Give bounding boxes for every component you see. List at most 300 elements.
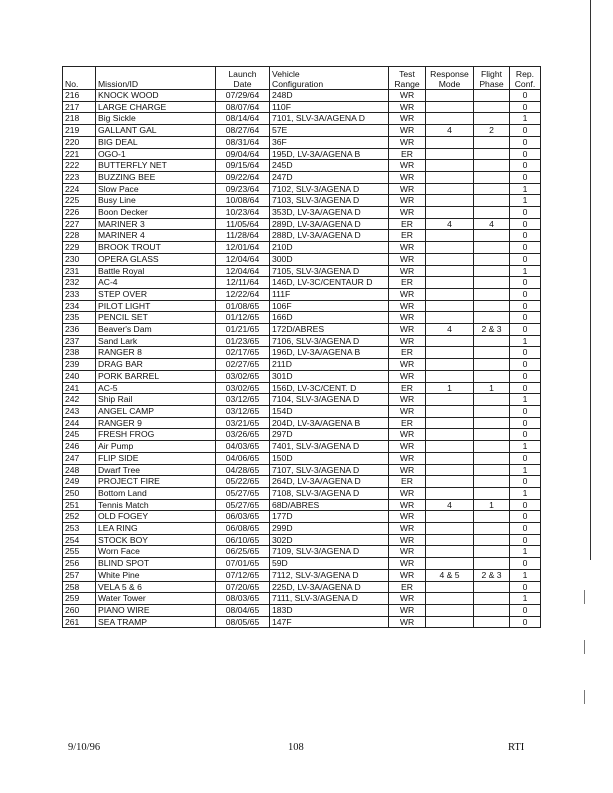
table-row [63,558,541,570]
table-row [63,511,541,523]
cell-conf: 0 [510,523,541,535]
cell-vehicle: 300D [270,253,389,265]
cell-no: 256 [63,558,96,570]
cell-mission: KNOCK WOOD [96,90,216,102]
cell-vehicle: 7108, SLV-3/AGENA D [270,487,389,499]
column-header-text: Flight [480,69,502,79]
cell-vehicle: 7101, SLV-3A/AGENA D [270,113,389,125]
cell-vehicle: 211D [270,359,389,371]
cell-no: 245 [63,429,96,441]
cell-conf: 0 [510,359,541,371]
cell-phase [474,347,510,359]
cell-vehicle: 301D [270,370,389,382]
cell-conf: 0 [510,277,541,289]
cell-no: 257 [63,569,96,581]
cell-range: WR [389,370,426,382]
cell-no: 220 [63,136,96,148]
cell-mode [426,300,474,312]
cell-mission: BUTTERFLY NET [96,160,216,172]
cell-conf: 1 [510,195,541,207]
table-row [63,160,541,172]
cell-mode [426,359,474,371]
cell-range: WR [389,604,426,616]
cell-range: WR [389,359,426,371]
cell-vehicle: 7103, SLV-3/AGENA D [270,195,389,207]
cell-vehicle: 264D, LV-3A/AGENA D [270,476,389,488]
cell-mode [426,429,474,441]
table-row [63,476,541,488]
cell-mode [426,148,474,160]
table-row [63,417,541,429]
cell-mode [426,452,474,464]
cell-date: 05/27/65 [216,487,270,499]
cell-vehicle: 297D [270,429,389,441]
cell-mode [426,265,474,277]
cell-date: 05/27/65 [216,499,270,511]
cell-vehicle: 183D [270,604,389,616]
cell-conf: 0 [510,476,541,488]
cell-range: WR [389,171,426,183]
table-row [63,370,541,382]
cell-phase [474,207,510,219]
column-header-date [216,67,270,90]
cell-conf: 1 [510,487,541,499]
column-header-text: Response [430,69,469,79]
cell-range: WR [389,125,426,137]
cell-vehicle: 196D, LV-3A/AGENA B [270,347,389,359]
cell-no: 240 [63,370,96,382]
cell-date: 01/23/65 [216,335,270,347]
cell-mode [426,230,474,242]
cell-mode [426,593,474,605]
footer-organization: RTI [508,742,525,753]
cell-no: 224 [63,183,96,195]
table-row [63,125,541,137]
cell-range: WR [389,569,426,581]
cell-conf: 0 [510,242,541,254]
cell-date: 02/27/65 [216,359,270,371]
cell-no: 235 [63,312,96,324]
cell-mission: PORK BARREL [96,370,216,382]
cell-conf: 0 [510,101,541,113]
cell-vehicle: 204D, LV-3A/AGENA B [270,417,389,429]
cell-mission: PILOT LIGHT [96,300,216,312]
cell-conf: 0 [510,452,541,464]
cell-date: 12/04/64 [216,265,270,277]
cell-conf: 0 [510,324,541,336]
cell-date: 03/12/65 [216,405,270,417]
cell-no: 230 [63,253,96,265]
cell-range: WR [389,499,426,511]
column-header-text: No. [65,79,79,89]
cell-no: 251 [63,499,96,511]
cell-range: WR [389,113,426,125]
cell-vehicle: 210D [270,242,389,254]
cell-date: 08/05/65 [216,616,270,628]
cell-phase: 1 [474,382,510,394]
cell-mission: Water Tower [96,593,216,605]
cell-phase [474,581,510,593]
table-row [63,464,541,476]
cell-date: 04/03/65 [216,441,270,453]
cell-mode [426,207,474,219]
cell-phase [474,183,510,195]
cell-phase [474,113,510,125]
column-header-text: Configuration [272,79,324,89]
table-row [63,101,541,113]
cell-date: 06/10/65 [216,534,270,546]
cell-mode [426,534,474,546]
cell-mission: OGO-1 [96,148,216,160]
cell-no: 228 [63,230,96,242]
cell-no: 260 [63,604,96,616]
cell-mode: 4 [426,218,474,230]
cell-mode [426,288,474,300]
cell-date: 09/23/64 [216,183,270,195]
cell-vehicle: 166D [270,312,389,324]
cell-vehicle: 299D [270,523,389,535]
cell-date: 09/04/64 [216,148,270,160]
table-row [63,616,541,628]
cell-phase [474,242,510,254]
cell-range: WR [389,487,426,499]
cell-date: 08/03/65 [216,593,270,605]
cell-mission: Ship Rail [96,394,216,406]
column-header-vehicle [270,67,389,90]
cell-no: 261 [63,616,96,628]
cell-mode [426,242,474,254]
cell-vehicle: 7109, SLV-3/AGENA D [270,546,389,558]
cell-date: 03/21/65 [216,417,270,429]
cell-mission: Air Pump [96,441,216,453]
cell-mode: 1 [426,382,474,394]
cell-phase [474,312,510,324]
cell-mode [426,394,474,406]
cell-vehicle: 146D, LV-3C/CENTAUR D [270,277,389,289]
table-row [63,195,541,207]
cell-no: 242 [63,394,96,406]
table-row [63,523,541,535]
cell-date: 10/08/64 [216,195,270,207]
table-body [63,90,541,628]
table-row [63,230,541,242]
cell-mission: PROJECT FIRE [96,476,216,488]
cell-conf: 0 [510,300,541,312]
column-header-mission [96,67,216,90]
margin-mark [584,640,585,654]
cell-vehicle: 302D [270,534,389,546]
cell-phase: 2 & 3 [474,324,510,336]
cell-no: 218 [63,113,96,125]
cell-date: 06/03/65 [216,511,270,523]
cell-date: 08/07/64 [216,101,270,113]
cell-phase: 2 [474,125,510,137]
cell-range: WR [389,394,426,406]
cell-vehicle: 225D, LV-3A/AGENA D [270,581,389,593]
cell-vehicle: 353D, LV-3A/AGENA D [270,207,389,219]
column-header-text: Phase [479,79,504,89]
cell-range: WR [389,523,426,535]
cell-date: 09/15/64 [216,160,270,172]
cell-mission: Busy Line [96,195,216,207]
table-row [63,253,541,265]
cell-date: 04/06/65 [216,452,270,464]
cell-mode [426,546,474,558]
cell-conf: 0 [510,604,541,616]
cell-phase [474,265,510,277]
cell-vehicle: 154D [270,405,389,417]
cell-vehicle: 7112, SLV-3/AGENA D [270,569,389,581]
table-row [63,265,541,277]
cell-mission: FLIP SIDE [96,452,216,464]
cell-no: 248 [63,464,96,476]
cell-mission: LARGE CHARGE [96,101,216,113]
cell-no: 249 [63,476,96,488]
cell-conf: 1 [510,394,541,406]
cell-date: 12/22/64 [216,288,270,300]
cell-vehicle: 111F [270,288,389,300]
cell-phase [474,277,510,289]
cell-phase [474,546,510,558]
cell-mode [426,581,474,593]
cell-range: WR [389,242,426,254]
cell-no: 246 [63,441,96,453]
cell-conf: 0 [510,558,541,570]
cell-mode: 4 [426,499,474,511]
cell-mission: Big Sickle [96,113,216,125]
cell-mission: Sand Lark [96,335,216,347]
table-row [63,382,541,394]
cell-mode [426,253,474,265]
cell-phase: 1 [474,499,510,511]
cell-mission: AC-4 [96,277,216,289]
cell-range: WR [389,195,426,207]
cell-range: ER [389,382,426,394]
cell-phase [474,195,510,207]
cell-mission: PIANO WIRE [96,604,216,616]
cell-range: ER [389,347,426,359]
cell-date: 03/12/65 [216,394,270,406]
cell-phase: 4 [474,218,510,230]
cell-no: 236 [63,324,96,336]
cell-date: 01/08/65 [216,300,270,312]
cell-phase [474,534,510,546]
cell-no: 258 [63,581,96,593]
table-row [63,207,541,219]
cell-phase [474,593,510,605]
cell-date: 07/12/65 [216,569,270,581]
cell-range: WR [389,441,426,453]
cell-phase [474,616,510,628]
table-header-row [63,67,541,90]
cell-conf: 0 [510,312,541,324]
cell-vehicle: 156D, LV-3C/CENT. D [270,382,389,394]
right-margin-rule [590,0,591,560]
table-row [63,534,541,546]
cell-conf: 0 [510,148,541,160]
cell-conf: 1 [510,113,541,125]
cell-date: 12/11/64 [216,277,270,289]
cell-mode [426,312,474,324]
cell-conf: 0 [510,171,541,183]
cell-no: 253 [63,523,96,535]
cell-phase [474,487,510,499]
column-header-text: Date [233,79,252,89]
table-row [63,405,541,417]
cell-no: 234 [63,300,96,312]
cell-mode [426,347,474,359]
cell-phase [474,90,510,102]
cell-date: 12/01/64 [216,242,270,254]
cell-vehicle: 288D, LV-3A/AGENA D [270,230,389,242]
table-row [63,604,541,616]
cell-mission: BROOK TROUT [96,242,216,254]
cell-conf: 0 [510,405,541,417]
cell-mode [426,113,474,125]
margin-mark [584,590,585,604]
table-row [63,487,541,499]
cell-vehicle: 7105, SLV-3/AGENA D [270,265,389,277]
table-row [63,113,541,125]
cell-no: 255 [63,546,96,558]
cell-conf: 0 [510,136,541,148]
cell-range: WR [389,324,426,336]
cell-mission: GALLANT GAL [96,125,216,137]
cell-mission: Battle Royal [96,265,216,277]
table-row [63,335,541,347]
cell-mission: OLD FOGEY [96,511,216,523]
cell-mode [426,523,474,535]
table-row [63,136,541,148]
cell-date: 08/31/64 [216,136,270,148]
cell-date: 08/14/64 [216,113,270,125]
cell-phase [474,230,510,242]
cell-date: 05/22/65 [216,476,270,488]
cell-mode [426,136,474,148]
cell-conf: 0 [510,230,541,242]
cell-conf: 1 [510,265,541,277]
cell-no: 216 [63,90,96,102]
cell-date: 03/02/65 [216,382,270,394]
cell-mode [426,335,474,347]
cell-phase [474,335,510,347]
cell-vehicle: 7106, SLV-3/AGENA D [270,335,389,347]
cell-phase [474,136,510,148]
cell-no: 222 [63,160,96,172]
cell-mission: BLIND SPOT [96,558,216,570]
cell-mode [426,604,474,616]
column-header-text: Launch [228,69,257,79]
cell-range: WR [389,593,426,605]
cell-date: 06/25/65 [216,546,270,558]
cell-no: 223 [63,171,96,183]
cell-conf: 0 [510,581,541,593]
cell-conf: 0 [510,207,541,219]
cell-conf: 1 [510,569,541,581]
cell-phase [474,171,510,183]
column-header-text: Vehicle [272,69,300,79]
cell-mode [426,101,474,113]
cell-mission: Worn Face [96,546,216,558]
cell-range: WR [389,300,426,312]
cell-date: 09/22/64 [216,171,270,183]
table-row [63,218,541,230]
table-row [63,171,541,183]
cell-vehicle: 289D, LV-3A/AGENA D [270,218,389,230]
cell-no: 229 [63,242,96,254]
cell-mode [426,558,474,570]
cell-mission: MARINER 3 [96,218,216,230]
cell-phase [474,359,510,371]
cell-mission: STOCK BOY [96,534,216,546]
cell-mode [426,476,474,488]
cell-mode [426,616,474,628]
cell-conf: 0 [510,499,541,511]
cell-vehicle: 195D, LV-3A/AGENA B [270,148,389,160]
cell-mission: ANGEL CAMP [96,405,216,417]
table-row [63,429,541,441]
page-number: 108 [288,742,304,753]
cell-phase [474,370,510,382]
cell-no: 225 [63,195,96,207]
cell-mission: White Pine [96,569,216,581]
cell-vehicle: 248D [270,90,389,102]
cell-mode: 4 & 5 [426,569,474,581]
cell-range: WR [389,429,426,441]
cell-range: ER [389,476,426,488]
cell-mode [426,417,474,429]
cell-no: 247 [63,452,96,464]
cell-mission: PENCIL SET [96,312,216,324]
cell-range: WR [389,464,426,476]
cell-date: 08/04/65 [216,604,270,616]
cell-vehicle: 150D [270,452,389,464]
cell-range: WR [389,207,426,219]
cell-mission: RANGER 9 [96,417,216,429]
cell-mode [426,183,474,195]
column-header-text: Test [399,69,415,79]
cell-conf: 1 [510,546,541,558]
cell-range: WR [389,183,426,195]
cell-no: 232 [63,277,96,289]
cell-mode [426,195,474,207]
cell-no: 252 [63,511,96,523]
table-row [63,359,541,371]
cell-conf: 1 [510,593,541,605]
cell-no: 233 [63,288,96,300]
cell-conf: 0 [510,125,541,137]
cell-mode [426,464,474,476]
cell-phase [474,429,510,441]
table-row [63,90,541,102]
table-row [63,441,541,453]
cell-mode: 4 [426,125,474,137]
table-row [63,581,541,593]
cell-date: 12/04/64 [216,253,270,265]
cell-vehicle: 147F [270,616,389,628]
cell-range: WR [389,288,426,300]
cell-phase [474,160,510,172]
table-row [63,593,541,605]
cell-no: 243 [63,405,96,417]
cell-date: 04/28/65 [216,464,270,476]
cell-mission: Dwarf Tree [96,464,216,476]
cell-no: 221 [63,148,96,160]
table-row [63,300,541,312]
column-header-conf [510,67,541,90]
cell-range: WR [389,265,426,277]
cell-conf: 0 [510,511,541,523]
